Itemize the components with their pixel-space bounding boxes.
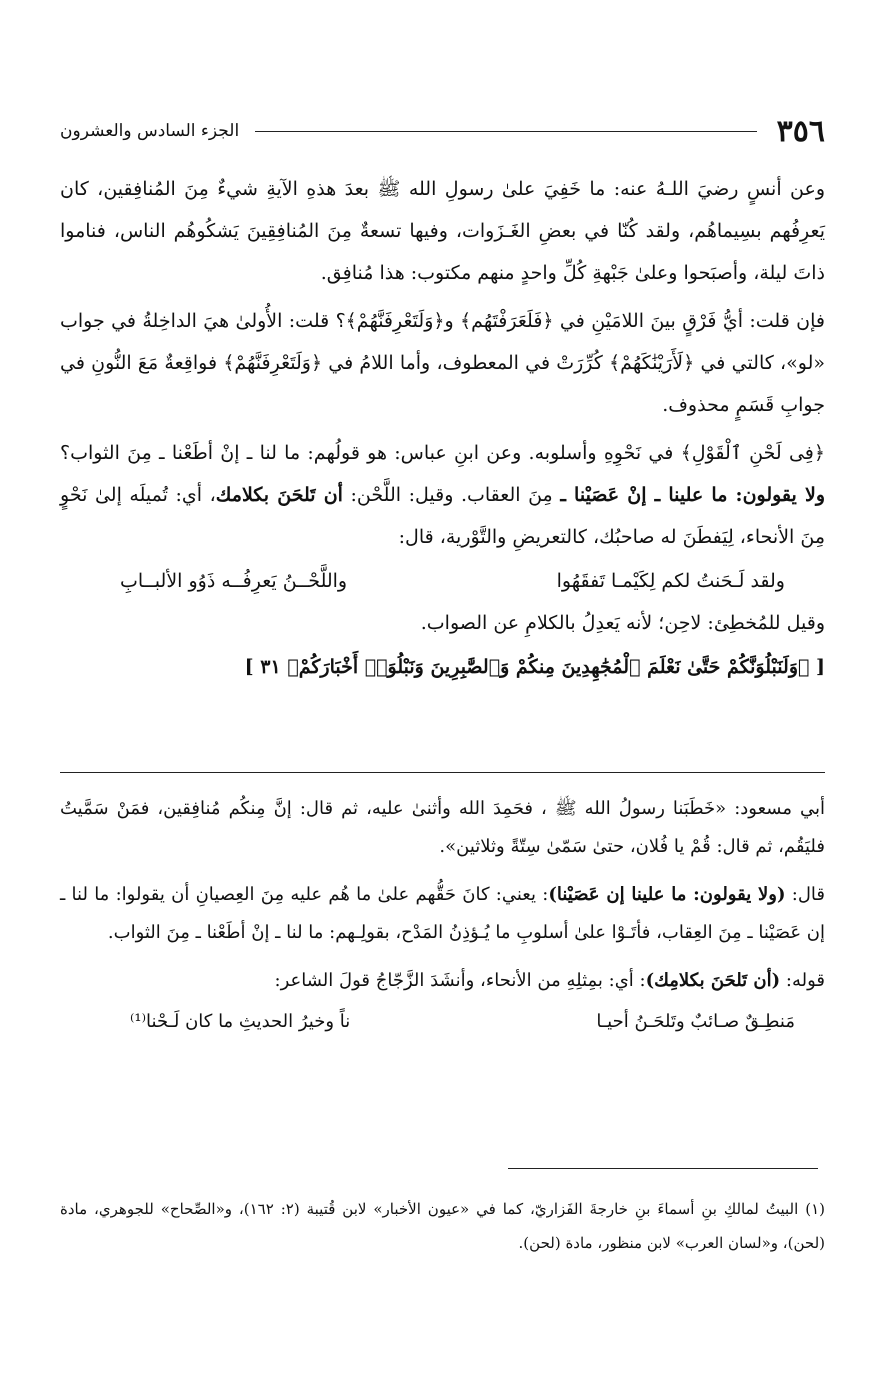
lahn-bold-2: أن تَلحَنَ بكلامك xyxy=(215,484,343,506)
paragraph-anas: وعن أنسٍ رضيَ اللـهُ عنه: ما خَفِيَ علىٰ رسولِ الله ﷺ بعدَ هذهِ الآيةِ شيءٌ مِنَ المُنافِقين، كان يَعرِفُهم بسِيماهُم، ولقد كُنّا في بعضِ الغَـزَوات، وفيها تسعةٌ مِنَ المُنافِقِينَ يَشكُوهُم الناس، فناموا ذاتَ ليلة، وأصبَحوا وعلىٰ جَبْهةِ كُلِّ واحدٍ منهم مكتوب: هذا مُنافِق. xyxy=(60,178,825,284)
verse-second-hemistich: واللَّحْــنُ يَعرِفُــه ذَوُو الألبــابِ xyxy=(120,570,348,592)
commentary-3-bold: (أن تَلحَنَ بكلامِك) xyxy=(645,970,781,991)
commentary-2-lead: قال: xyxy=(785,884,826,905)
commentary-block xyxy=(60,790,825,1042)
paragraph-mukhti: وقيل للمُخطِئ: لاحِن؛ لأنه يَعدِلُ بالكلامِ عن الصواب. xyxy=(420,612,825,634)
main-body xyxy=(60,168,825,688)
page-header xyxy=(60,108,825,154)
header-rule xyxy=(255,131,756,132)
quran-verse-31: [ ﴿وَلَنَبْلُوَنَّكُمْ حَتَّىٰ نَعْلَمَ ٱلْمُجَٰهِدِينَ مِنكُمْ وَٱلصَّٰبِرِينَ وَنَبْلُوَا۟ أَخْبَارَكُمْ﴾ ٣١ ] xyxy=(244,656,825,678)
section-divider xyxy=(60,772,825,773)
footnote-rule xyxy=(508,1168,818,1169)
commentary-3-rest: : أي: بمِثلِهِ من الأنحاء، وأنشَدَ الزَّجّاجُ قولَ الشاعر: xyxy=(274,970,646,991)
commentary-2-bold: (ولا يقولون: ما علينا إن عَصَيْنا) xyxy=(548,884,786,905)
lahn-text-3: ، أي: تُميلَه إلىٰ نَحْوٍ مِنَ الأنحاء، لِيَفطَنَ له صاحبُك، كالتعريضِ والتَّوْرية، قال: xyxy=(60,484,825,548)
paragraph-lam-difference: فإن قلت: أيُّ فَرْقٍ بينَ اللامَيْنِ في ﴿فَلَعَرَفْتَهُم﴾ و﴿وَلَتَعْرِفَنَّهُمْ﴾؟ قلت: الأُولىٰ هيَ الداخِلةُ في جواب «لو»، كالتي في ﴿لَأَرَيْنَٰكَهُمْ﴾ كُرِّرَتْ في المعطوف، وأما اللامُ في ﴿وَلَتَعْرِفَنَّهُمْ﴾ فواقِعةٌ مَعَ النُّونِ في جوابِ قَسَمٍ محذوف. xyxy=(60,310,825,416)
lahn-bold-1: ولا يقولون: ما علينا ـ إنْ عَصَيْنا ـ xyxy=(560,484,826,506)
main-text-block xyxy=(60,108,825,688)
lahn-text-2: مِنَ العقاب. وقيل: اللَّحْن: xyxy=(342,484,561,506)
commentary-2-rest: : يعني: كانَ حَقُّهم علىٰ ما هُم عليه مِنَ العِصيانِ أن يقولوا: ما لنا ـ إن عَصَيْنا ـ مِنَ العِقاب، فأتَـوْا علىٰ أسلوبِ ما يُـؤذِنُ المَدْح، بقولِـهم: ما لنا ـ إنْ أطَعْنا ـ مِنَ الثواب. xyxy=(60,884,825,943)
running-title: الجزء السادس والعشرون xyxy=(60,121,240,141)
commentary-paragraph-2 xyxy=(60,876,825,952)
page-number: ٣٥٦ xyxy=(776,113,825,149)
commentary-3-lead: قوله: xyxy=(780,970,825,991)
commentary-verse-second: ناً وخيرُ الحديثِ ما كان لَـحْنا⁽¹⁾ xyxy=(130,1011,351,1032)
lahn-text-1: ﴿فِى لَحْنِ ٱلْقَوْلِ﴾ في نَحْوِهِ وأسلوبه. وعن ابنِ عباس: هو قولُهم: ما لنا ـ إنْ أطَعْنا ـ مِنَ الثواب؟ xyxy=(60,442,825,464)
commentary-verse-first: مَنطِـقٌ صـائبٌ وتَلحَـنُ أحيـا xyxy=(596,1011,795,1032)
commentary-paragraph-1: أبي مسعود: «خَطَبَنا رسولُ الله ﷺ ، فحَمِدَ الله وأثنىٰ عليه، ثم قال: إنَّ مِنكُم مُنافِقين، فمَنْ سَمَّيتُ فليَقُم، ثم قال: قُمْ يا فُلان، حتىٰ سَمّىٰ سِتّةً وثلاثين». xyxy=(60,798,825,857)
verse-first-hemistich: ولقد لَـحَنتُ لكم لِكَيْمـا تَفقَهُوا xyxy=(556,570,785,592)
poem-verse-commentary xyxy=(60,1002,825,1042)
paragraph-lahn-al-qawl xyxy=(60,432,825,558)
footnote: (١) البيتُ لمالكِ بنِ أسماءَ بنِ خارجةَ الفَزاريّ، كما في «عيون الأخبار» لابن قُتيبة (٢: ١٦٢)، و«الصِّحاح» للجوهري، مادة (لحن)، و«لسان العرب» لابن منظور، مادة (لحن). xyxy=(60,1200,825,1252)
commentary-paragraph-3 xyxy=(60,962,825,1000)
poem-verse-main xyxy=(60,560,825,602)
